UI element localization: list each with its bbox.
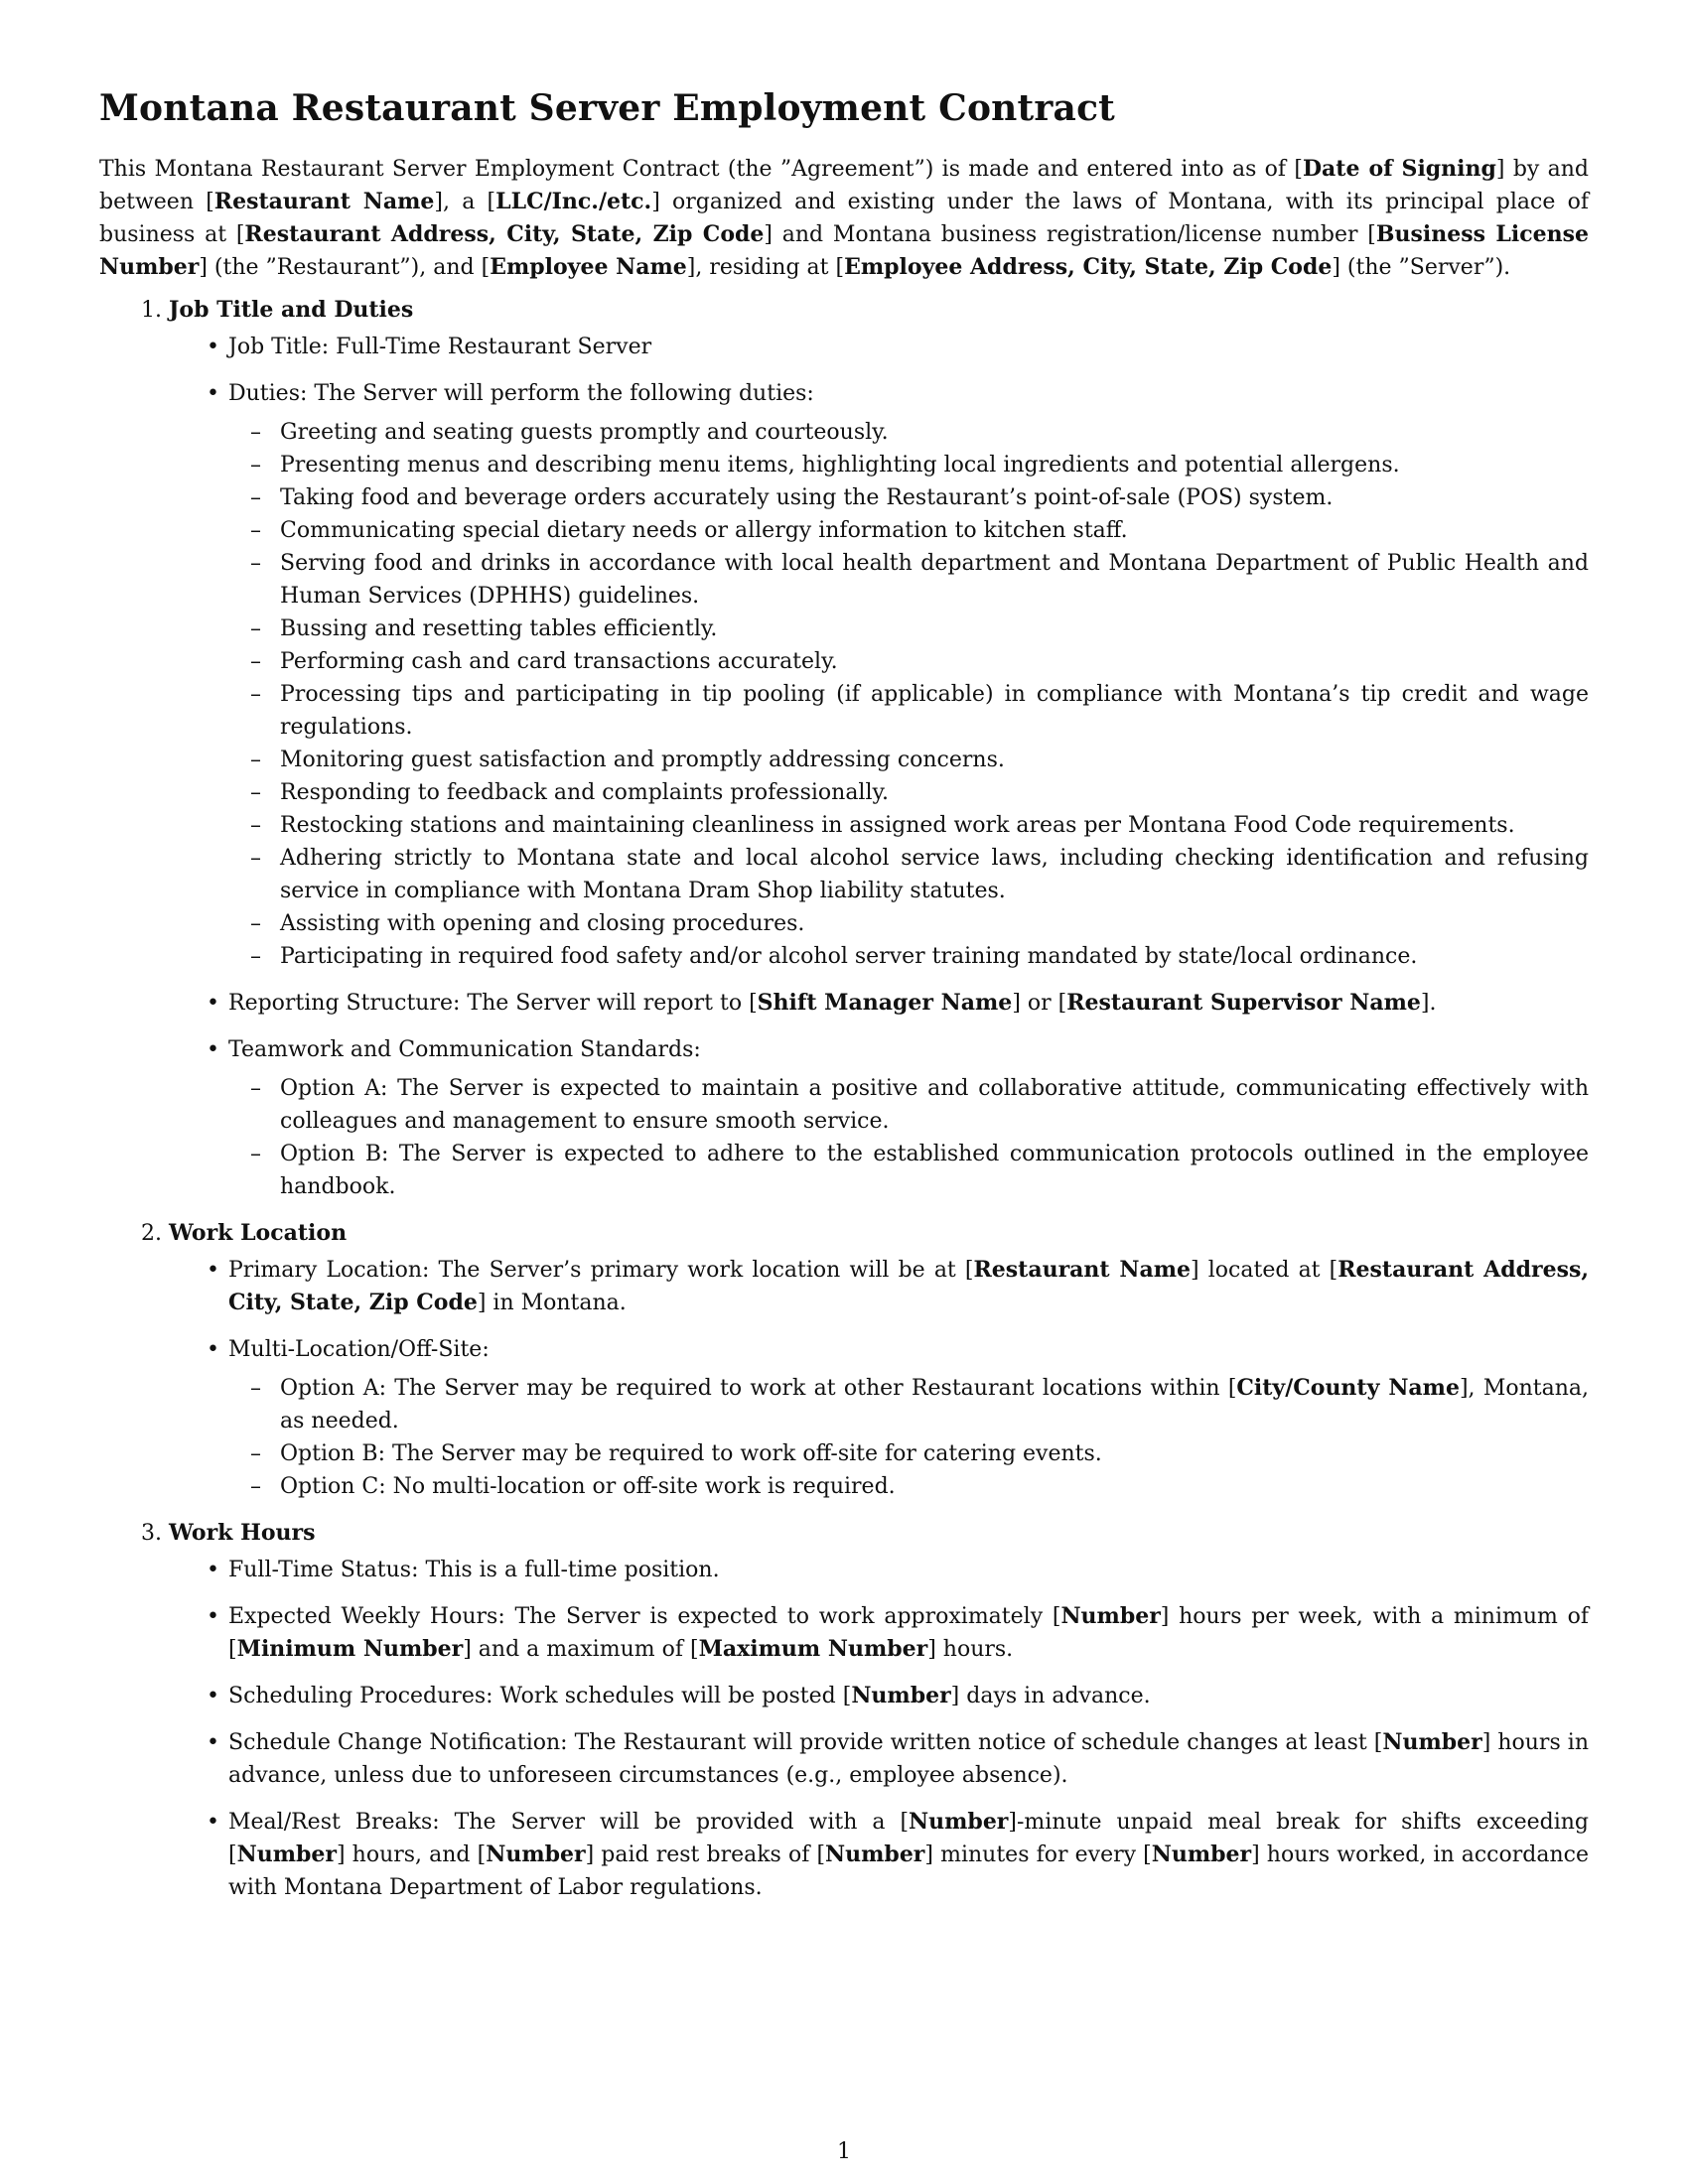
bullet-list: [169, 331, 1589, 1203]
intro-paragraph: [99, 153, 1589, 284]
text-run: Participating in required food safety and/or alcohol server training mandated by state/local ordinance.: [280, 944, 1418, 969]
sub-item: [280, 416, 1589, 449]
bullet-list: [169, 1254, 1589, 1503]
bullet-item: [228, 377, 1589, 973]
placeholder-field: Business License Number: [99, 221, 1590, 280]
sub-list: [228, 1372, 1589, 1503]
bullet-list: [169, 1554, 1589, 1904]
text-run: ].: [1420, 991, 1437, 1016]
text-run: Restocking stations and maintaining cleanliness in assigned work areas per Montana Food Code requirements.: [280, 813, 1515, 838]
text-run: ] hours in advance, unless due to unforeseen circumstances (e.g., employee absence).: [228, 1730, 1589, 1788]
text-run: ] hours.: [927, 1637, 1014, 1662]
text-run: Performing cash and card transactions accurately.: [280, 649, 838, 674]
section-item: [169, 1217, 1589, 1503]
text-run: Meal/Rest Breaks: The Server will be provided with a [: [228, 1810, 910, 1835]
section-title: Work Hours: [169, 1520, 316, 1546]
text-run: Primary Location: The Server’s primary work location will be at [: [228, 1258, 974, 1283]
placeholder-field: City/County Name: [1236, 1375, 1460, 1401]
placeholder-field: Restaurant Address, City, State, Zip Code: [244, 221, 765, 247]
sub-item: [280, 940, 1589, 973]
text-run: ] in Montana.: [477, 1291, 627, 1315]
placeholder-field: Employee Address, City, State, Zip Code: [844, 254, 1333, 280]
text-run: ] organized and existing under the laws of Montana, with its principal place of business at [: [99, 190, 1589, 247]
section-title: Work Location: [169, 1220, 348, 1246]
section-list: [99, 294, 1589, 1904]
sub-item: [280, 1437, 1589, 1470]
text-run: Assisting with opening and closing procedures.: [280, 911, 805, 936]
bullet-item: [228, 1600, 1589, 1666]
placeholder-field: Minimum Number: [236, 1636, 464, 1662]
text-run: Communicating special dietary needs or allergy information to kitchen staff.: [280, 518, 1128, 543]
sub-item: [280, 645, 1589, 678]
placeholder-field: Restaurant Name: [213, 189, 435, 214]
placeholder-field: Restaurant Address, City, State, Zip Code: [228, 1257, 1589, 1315]
bullet-item: [228, 1254, 1589, 1319]
text-run: ] hours per week, with a minimum of [: [228, 1604, 1589, 1662]
text-run: ] minutes for every [: [924, 1843, 1152, 1867]
text-run: Reporting Structure: The Server will report to [: [228, 991, 758, 1016]
text-run: Expected Weekly Hours: The Server is expected to work approximately [: [228, 1604, 1061, 1629]
text-run: ] hours worked, in accordance with Montana Department of Labor regulations.: [228, 1843, 1589, 1900]
sub-item: [280, 514, 1589, 547]
text-run: ] hours, and [: [336, 1843, 487, 1867]
sub-list: [228, 416, 1589, 973]
text-run: ] (the ”Restaurant”), and [: [199, 255, 491, 280]
text-run: Teamwork and Communication Standards:: [228, 1037, 701, 1062]
sub-item: [280, 547, 1589, 613]
text-run: Job Title: Full-Time Restaurant Server: [228, 335, 652, 359]
text-run: Option A: The Server may be required to work at other Restaurant locations within [: [280, 1376, 1237, 1401]
sub-item: [280, 1372, 1589, 1437]
document-page: [99, 87, 1589, 1918]
text-run: Full-Time Status: This is a full-time position.: [228, 1558, 720, 1582]
bullet-item: [228, 1806, 1589, 1904]
placeholder-field: Number: [1382, 1729, 1482, 1755]
placeholder-field: Date of Signing: [1302, 156, 1496, 182]
text-run: Greeting and seating guests promptly and courteously.: [280, 420, 889, 445]
bullet-item: [228, 1554, 1589, 1586]
section-title: Job Title and Duties: [169, 297, 414, 323]
placeholder-field: Restaurant Name: [973, 1257, 1192, 1283]
page-number: 1: [837, 2139, 851, 2164]
sub-item: [280, 613, 1589, 645]
sub-item: [280, 1072, 1589, 1138]
text-run: ] (the ”Server”).: [1332, 255, 1511, 280]
sub-item: [280, 744, 1589, 776]
text-run: Bussing and resetting tables efficiently.: [280, 616, 718, 641]
text-run: Multi-Location/Off-Site:: [228, 1337, 490, 1362]
text-run: Adhering strictly to Montana state and local alcohol service laws, including checking identification and refusing service in compliance with Montana Dram Shop liability statutes.: [280, 846, 1589, 903]
text-run: Schedule Change Notification: The Restaurant will provide written notice of schedule changes at least [: [228, 1730, 1383, 1755]
placeholder-field: Maximum Number: [698, 1636, 928, 1662]
placeholder-field: LLC/Inc./etc.: [495, 189, 652, 214]
placeholder-field: Number: [236, 1842, 337, 1867]
text-run: Presenting menus and describing menu items, highlighting local ingredients and potential allergens.: [280, 453, 1400, 478]
bullet-item: [228, 987, 1589, 1020]
text-run: Option B: The Server is expected to adhere to the established communication protocols outlined in the employee handbook.: [280, 1142, 1589, 1199]
document-title: Montana Restaurant Server Employment Contract: [99, 87, 1116, 129]
text-run: Option A: The Server is expected to maintain a positive and collaborative attitude, communicating effectively with colleagues and management to ensure smooth service.: [280, 1076, 1589, 1134]
section-item: [169, 294, 1589, 1203]
placeholder-field: Employee Name: [490, 254, 687, 280]
text-run: ], Montana, as needed.: [280, 1376, 1590, 1433]
text-run: ] days in advance.: [950, 1684, 1151, 1708]
sub-item: [280, 809, 1589, 842]
text-run: ]-minute unpaid meal break for shifts exceeding [: [228, 1810, 1589, 1867]
placeholder-field: Number: [851, 1683, 951, 1708]
sub-item: [280, 1138, 1589, 1203]
sub-list: [228, 1072, 1589, 1203]
text-run: ] paid rest breaks of [: [585, 1843, 826, 1867]
text-run: ] or [: [1012, 991, 1067, 1016]
sub-item: [280, 907, 1589, 940]
text-run: Option C: No multi-location or off-site work is required.: [280, 1474, 896, 1499]
section-item: [169, 1517, 1589, 1904]
sub-item: [280, 481, 1589, 514]
text-run: Responding to feedback and complaints professionally.: [280, 780, 890, 805]
placeholder-field: Number: [1151, 1842, 1252, 1867]
text-run: ] and a maximum of [: [463, 1637, 699, 1662]
text-run: Option B: The Server may be required to work off-site for catering events.: [280, 1441, 1102, 1466]
bullet-item: [228, 1680, 1589, 1712]
text-run: Processing tips and participating in tip pooling (if applicable) in compliance with Montana’s tip credit and wage regulations.: [280, 682, 1589, 740]
sub-item: [280, 678, 1589, 744]
sub-item: [280, 1470, 1589, 1503]
sub-item: [280, 449, 1589, 481]
placeholder-field: Number: [825, 1842, 925, 1867]
placeholder-field: Number: [1060, 1603, 1161, 1629]
text-run: Scheduling Procedures: Work schedules will be posted [: [228, 1684, 852, 1708]
sub-item: [280, 842, 1589, 907]
text-run: Serving food and drinks in accordance with local health department and Montana Department of Public Health and Human Services (DPHHS) guidelines.: [280, 551, 1589, 609]
bullet-item: [228, 1726, 1589, 1792]
text-run: ] and Montana business registration/license number [: [764, 222, 1376, 247]
text-run: ] by and between [: [99, 157, 1590, 214]
placeholder-field: Number: [486, 1842, 586, 1867]
bullet-item: [228, 331, 1589, 363]
text-run: ], a [: [434, 190, 496, 214]
placeholder-field: Shift Manager Name: [757, 990, 1013, 1016]
bullet-item: [228, 1033, 1589, 1203]
text-run: Duties: The Server will perform the following duties:: [228, 381, 814, 406]
bullet-item: [228, 1333, 1589, 1503]
text-run: This Montana Restaurant Server Employment Contract (the ”Agreement”) is made and entered into as of [: [99, 157, 1303, 182]
placeholder-field: Restaurant Supervisor Name: [1066, 990, 1421, 1016]
text-run: ] located at [: [1191, 1258, 1338, 1283]
text-run: Taking food and beverage orders accurately using the Restaurant’s point-of-sale (POS) system.: [280, 485, 1334, 510]
sub-item: [280, 776, 1589, 809]
placeholder-field: Number: [909, 1809, 1009, 1835]
text-run: ], residing at [: [686, 255, 845, 280]
text-run: Monitoring guest satisfaction and promptly addressing concerns.: [280, 748, 1005, 772]
